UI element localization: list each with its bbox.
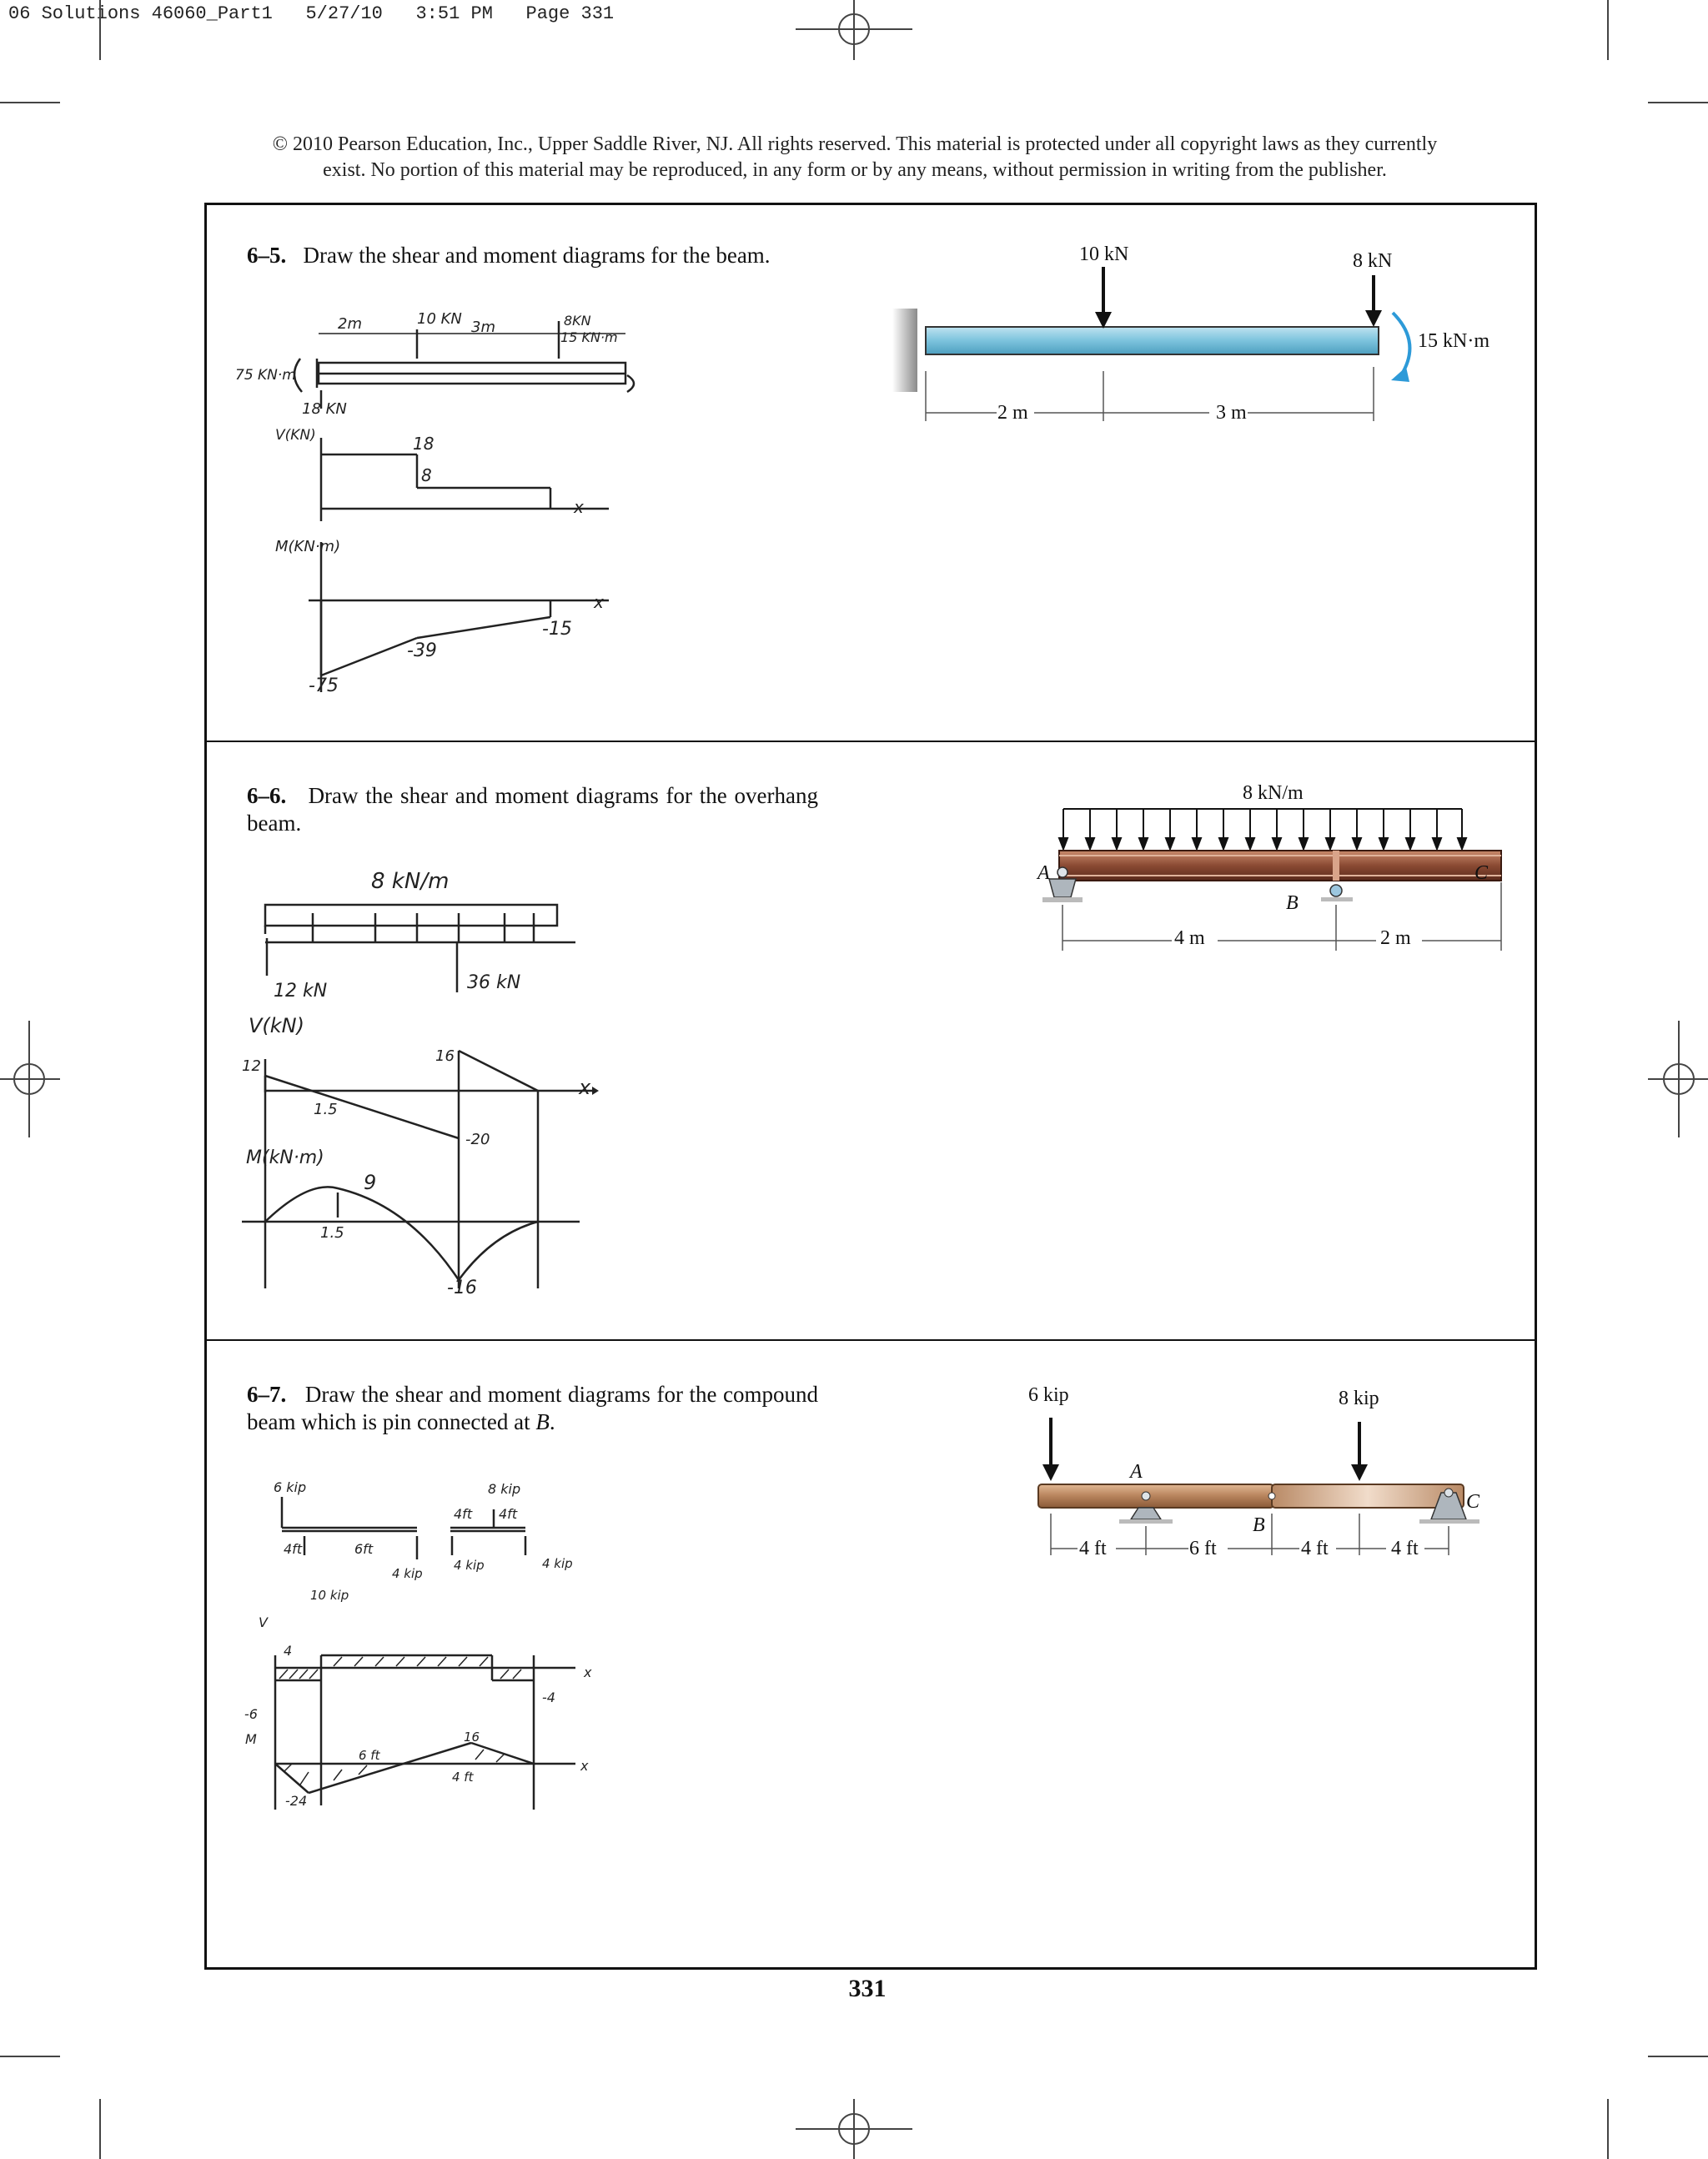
sol65-v-8: 8 — [421, 465, 432, 485]
sol66-v-zero-at: 1.5 — [314, 1101, 338, 1118]
sol66-m-zero-at: 1.5 — [320, 1224, 344, 1242]
problem-text: Draw the shear and moment diagrams for the beam. — [303, 243, 771, 268]
sol67-v-4: 4 — [284, 1643, 293, 1659]
sol65-v-axis: V(KN) — [275, 427, 316, 444]
sol67-reaction-4kip-c: 4 kip — [542, 1556, 573, 1571]
sol67-load-6kip: 6 kip — [274, 1479, 307, 1495]
copyright-notice — [234, 132, 1476, 183]
fig67-load-8kip: 8 kip — [1339, 1388, 1379, 1409]
fig65-dim-3m: 3 m — [1216, 402, 1247, 424]
fig67-point-a: A — [1130, 1461, 1143, 1483]
problem-number: 6–5. — [247, 243, 287, 268]
figure-6-7-compound-beam — [1034, 1409, 1501, 1559]
problem-point-b: B — [535, 1409, 550, 1434]
figure-6-6-overhang-beam — [1026, 792, 1526, 976]
printer-slug: 06 Solutions 46060_Part1 5/27/10 3:51 PM Page 331 — [8, 3, 615, 24]
sol66-v-x: x — [579, 1076, 591, 1099]
sol67-v-minus6: -6 — [244, 1706, 258, 1722]
copyright-line-1: © 2010 Pearson Education, Inc., Upper Saddle River, NJ. All rights reserved. This material is protected under all copyright laws as they currently — [272, 133, 1438, 155]
sol66-m-minus16: -16 — [447, 1278, 477, 1298]
sol67-m-16: 16 — [464, 1730, 480, 1745]
sol67-reaction-10kip: 10 kip — [310, 1588, 349, 1603]
sol66-load: 8 kN/m — [371, 869, 450, 894]
fig65-load-8kn: 8 kN — [1353, 250, 1393, 272]
fig66-point-b: B — [1286, 892, 1299, 914]
sol65-dim-2m: 2m — [338, 315, 362, 333]
solution-6-7-sketch — [259, 1476, 642, 1835]
sol67-reaction-4kip-a: 4 kip — [392, 1566, 423, 1581]
fig67-dim-4ft-2: 4 ft — [1301, 1538, 1329, 1559]
sol67-d2: 4ft — [499, 1506, 518, 1522]
sol67-d4: 6ft — [354, 1541, 374, 1557]
sol67-d1: 4ft — [454, 1506, 473, 1522]
sol67-v-axis: V — [259, 1614, 268, 1630]
fig65-load-10kn: 10 kN — [1079, 244, 1129, 265]
figure-6-5-cantilever — [901, 242, 1708, 492]
sol65-m-x: x — [594, 592, 604, 612]
sol65-load-8kn: 8KN — [564, 313, 591, 329]
sol67-m-x: x — [580, 1758, 589, 1774]
sol66-m-9: 9 — [364, 1171, 377, 1194]
sol67-m-4ft: 4 ft — [452, 1770, 474, 1785]
problem-text: Draw the shear and moment diagrams for the overhang beam. — [247, 783, 819, 836]
sol67-m-axis: M — [245, 1731, 257, 1747]
fig66-dim-4m: 4 m — [1174, 927, 1205, 949]
fig66-load-8knm: 8 kN/m — [1243, 782, 1304, 804]
fig65-dim-2m: 2 m — [997, 402, 1028, 424]
problem-number: 6–6. — [247, 783, 287, 808]
fig66-point-c: C — [1474, 862, 1489, 884]
problem-text: Draw the shear and moment diagrams for the compound beam which is pin connected at — [247, 1382, 819, 1434]
sol65-moment-15: 15 KN·m — [560, 329, 618, 345]
sol67-m-minus24: -24 — [285, 1793, 308, 1809]
fig67-point-c: C — [1466, 1491, 1480, 1513]
fig67-point-b: B — [1253, 1514, 1265, 1536]
sol66-v-16: 16 — [435, 1047, 455, 1065]
problem-6-5-statement — [247, 242, 818, 269]
sol65-m-axis: M(KN·m) — [275, 538, 341, 555]
problem-text-end: . — [549, 1409, 555, 1434]
sol66-reaction-b: 36 kN — [467, 972, 521, 993]
sol66-v-minus20: -20 — [465, 1131, 490, 1148]
sol66-v-12: 12 — [242, 1057, 261, 1075]
sol67-m-6ft: 6 ft — [359, 1748, 380, 1763]
sol65-v-x: x — [574, 497, 584, 517]
sol66-reaction-a: 12 kN — [274, 981, 328, 1002]
problem-number: 6–7. — [247, 1382, 287, 1407]
sol66-m-axis: M(kN·m) — [246, 1147, 324, 1168]
fig67-dim-4ft-3: 4 ft — [1391, 1538, 1419, 1559]
sol65-dim-3m: 3m — [471, 319, 495, 336]
problem-6-7-statement — [247, 1381, 818, 1436]
solution-6-5-sketch — [242, 300, 659, 717]
fig67-load-6kip: 6 kip — [1028, 1384, 1069, 1406]
sol65-m-minus75: -75 — [309, 675, 339, 696]
fig65-moment-15: 15 kN·m — [1418, 330, 1489, 352]
fig67-dim-4ft-1: 4 ft — [1079, 1538, 1107, 1559]
fig67-dim-6ft: 6 ft — [1189, 1538, 1217, 1559]
sol65-reaction-moment: 75 KN·m — [235, 367, 296, 384]
problem-6-6-statement — [247, 782, 818, 837]
sol65-m-minus39: -39 — [407, 640, 437, 661]
sol67-v-minus4: -4 — [542, 1690, 555, 1705]
sol65-load-10kn: 10 KN — [417, 310, 462, 328]
page-number: 331 — [848, 1975, 887, 2002]
sol65-v-18: 18 — [413, 434, 435, 454]
sol66-v-axis: V(kN) — [249, 1014, 304, 1037]
section-divider-1 — [204, 741, 1537, 742]
sol67-v-x: x — [584, 1664, 592, 1680]
fig66-point-a: A — [1037, 862, 1050, 884]
sol67-load-8kip: 8 kip — [488, 1481, 521, 1497]
fig66-dim-2m: 2 m — [1380, 927, 1411, 949]
sol65-reaction-force: 18 KN — [302, 400, 347, 418]
sol65-m-minus15: -15 — [542, 619, 572, 640]
sol67-d3: 4ft — [284, 1541, 303, 1557]
sol67-reaction-4kip-b: 4 kip — [454, 1558, 485, 1573]
copyright-line-2: exist. No portion of this material may be reproduced, in any form or by any means, without permission in writing from the publisher. — [323, 159, 1387, 181]
